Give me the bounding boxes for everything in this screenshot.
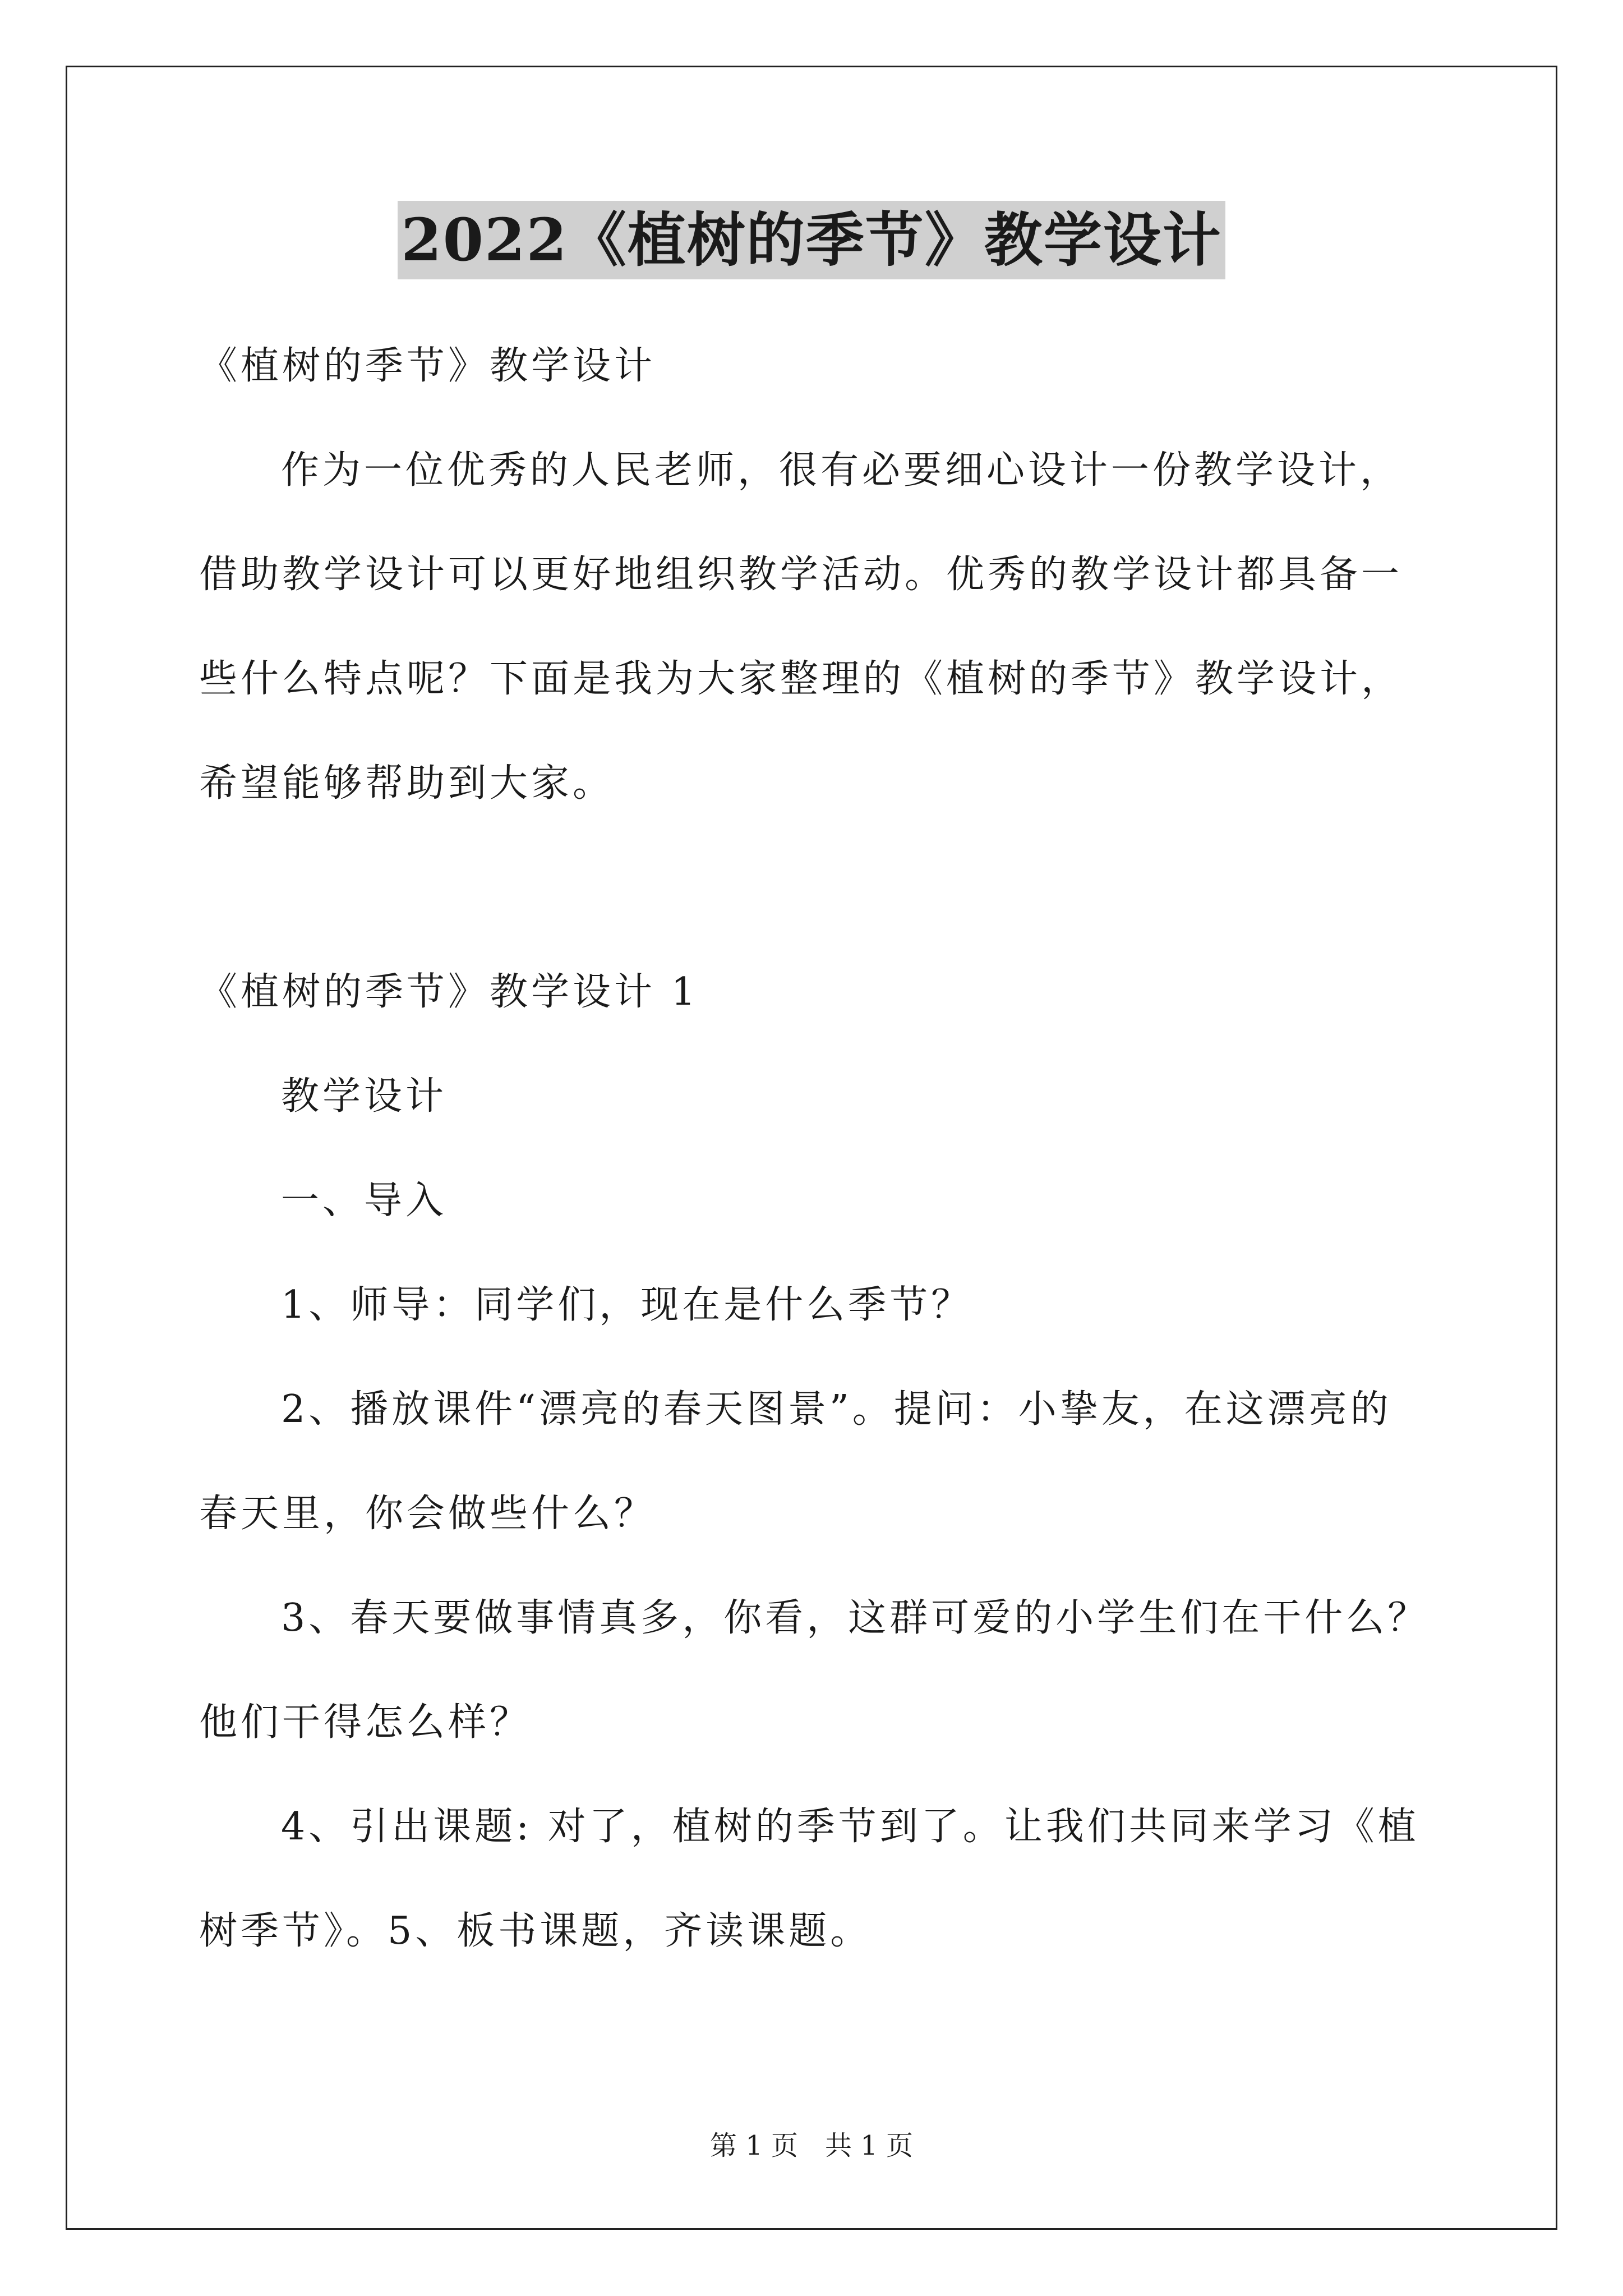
list-item: 3、春天要做事情真多，你看，这群可爱的小学生们在干什么？他们干得怎么样？ [199,1596,1430,1745]
list-item: 2、播放课件“漂亮的春天图景”。提问：小挚友，在这漂亮的春天里，你会做些什么？ [199,1387,1392,1536]
intro-paragraph: 作为一位优秀的人民老师，很有必要细心设计一份教学设计，借助教学设计可以更好地组织教学活动。优秀的教学设计都具备一些什么特点呢？下面是我为大家整理的《植树的季节》教学设计，希望能够帮助到大家。 [199,448,1403,806]
section-title: 《植树的季节》教学设计 1 [199,970,699,1014]
list-item: 1、师导：同学们，现在是什么季节？ [281,1283,973,1327]
spacer [199,836,1430,940]
page-title: 2022《植树的季节》教学设计 [398,201,1225,279]
list-item: 4、引出课题: 对了，植树的季节到了。让我们共同来学习《植树季节》。5、板书课题，齐读课题。 [199,1805,1419,1953]
subtitle: 《植树的季节》教学设计 [199,344,656,388]
title-container [0,201,1623,279]
document-body [199,314,1430,1984]
section-heading: 教学设计 [281,1074,448,1119]
part-heading: 一、导入 [281,1179,448,1223]
page-footer: 第 1 页 共 1 页 [709,2130,914,2161]
